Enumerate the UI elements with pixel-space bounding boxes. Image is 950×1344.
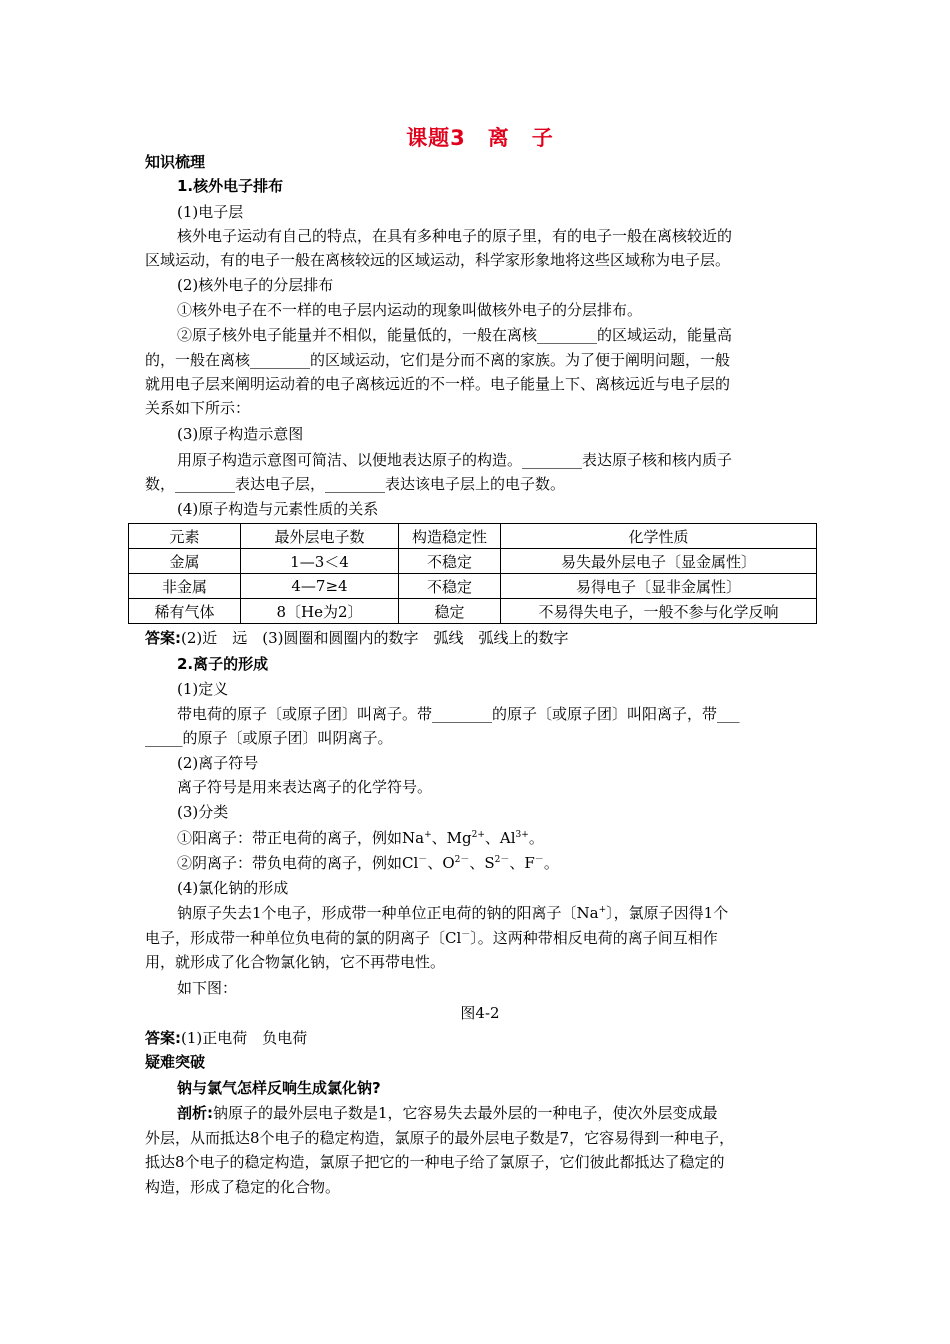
table-header-cell: 构造稳定性 xyxy=(399,524,501,549)
item-heading-structure-diagram: (3)原子构造示意图 xyxy=(177,425,304,443)
paragraph-line: ②原子核外电子能量并不相似，能量低的，一般在离核________的区域运动，能量高 xyxy=(177,326,733,344)
table-cell: 1—3＜4 xyxy=(241,549,399,574)
table-cell: 稀有气体 xyxy=(129,599,241,624)
table-header-cell: 元素 xyxy=(129,524,241,549)
table-cell: 不稳定 xyxy=(399,549,501,574)
table-header-cell: 化学性质 xyxy=(501,524,817,549)
ion-charge: 2－ xyxy=(454,855,470,865)
ion-formula: 、F xyxy=(509,854,535,872)
table-row xyxy=(129,599,817,624)
ion-charge: 2+ xyxy=(471,830,485,840)
ion-formula: Na xyxy=(402,829,425,847)
table-cell: 8〔He为2〕 xyxy=(241,599,399,624)
text-span: 钠原子失去1个电子，形成带一种单位正电荷的钠的阳离子〔Na xyxy=(177,904,599,922)
structure-properties-table xyxy=(128,523,817,624)
paragraph-line: 区域运动，有的电子一般在离核较远的区域运动，科学家形象地将这些区域称为电子层。 xyxy=(145,251,731,269)
ion-charge: － xyxy=(418,855,428,865)
item-heading-ion-symbol: (2)离子符号 xyxy=(177,754,259,772)
paragraph-line: 用原子构造示意图可简洁、以便地表达原子的构造。________表达原子核和核内质子 xyxy=(177,451,733,469)
cation-line xyxy=(177,826,544,850)
table-row xyxy=(129,549,817,574)
ion-formula: 、O xyxy=(427,854,455,872)
ion-formula: Cl xyxy=(402,854,419,872)
table-cell: 易得电子〔显非金属性〕 xyxy=(501,574,817,599)
analysis-text: 钠原子的最外层电子数是1，它容易失去最外层的一种电子，使次外层变成最 xyxy=(213,1104,718,1122)
anion-text: ②阴离子：带负电荷的离子，例如 xyxy=(177,854,403,872)
punctuation: 。 xyxy=(528,829,544,847)
item-heading-nacl-formation: (4)氯化钠的形成 xyxy=(177,879,289,897)
paragraph-line: 构造，形成了稳定的化合物。 xyxy=(145,1178,341,1196)
cation-text: ①阳离子：带正电荷的离子，例如 xyxy=(177,829,403,847)
ion-charge: 2－ xyxy=(494,855,510,865)
table-header-row xyxy=(129,524,817,549)
item-heading-classification: (3)分类 xyxy=(177,803,229,821)
table-cell: 金属 xyxy=(129,549,241,574)
answer-line xyxy=(145,1026,307,1050)
paragraph-line: 离子符号是用来表达离子的化学符号。 xyxy=(177,778,433,796)
item-heading-electron-layer: (1)电子层 xyxy=(177,203,244,221)
answer-label: 答案: xyxy=(145,629,181,647)
section-heading-knowledge: 知识梳理 xyxy=(145,153,206,171)
anion-line xyxy=(177,851,559,875)
punctuation: 。 xyxy=(543,854,559,872)
answer-label: 答案: xyxy=(145,1029,181,1047)
table-cell: 4—7≥4 xyxy=(241,574,399,599)
table-row xyxy=(129,574,817,599)
paragraph-line: 关系如下所示： xyxy=(145,399,251,417)
subsection-heading-electron-arrangement: 1.核外电子排布 xyxy=(177,177,284,195)
paragraph-line: 如下图： xyxy=(177,979,238,997)
paragraph-line: 的，一般在离核________的区域运动，它们是分而不离的家族。为了便于阐明问题，一般 xyxy=(145,351,731,369)
paragraph-line: 核外电子运动有自己的特点，在具有多种电子的原子里，有的电子一般在离核较近的 xyxy=(177,227,733,245)
page-title: 课题3 离 子 xyxy=(406,126,554,150)
table-cell: 稳定 xyxy=(399,599,501,624)
answer-text: (1)正电荷 负电荷 xyxy=(181,1029,308,1047)
paragraph-line: 带电荷的原子〔或原子团〕叫离子。带________的原子〔或原子团〕叫阳离子，带___ xyxy=(177,705,740,723)
analysis-label: 剖析: xyxy=(177,1104,213,1122)
paragraph-line: 抵达8个电子的稳定构造，氯原子把它的一种电子给了氯原子，它们彼此都抵达了稳定的 xyxy=(145,1153,725,1171)
ion-charge: － xyxy=(461,930,471,940)
table-cell: 易失最外层电子〔显金属性〕 xyxy=(501,549,817,574)
table-cell: 非金属 xyxy=(129,574,241,599)
subsection-heading-ion-formation: 2.离子的形成 xyxy=(177,655,269,673)
analysis-line xyxy=(177,1101,718,1125)
text-span: 〕，氯原子因得1个 xyxy=(606,904,729,922)
item-heading-structure-properties: (4)原子构造与元素性质的关系 xyxy=(177,500,379,518)
ion-formula: 、S xyxy=(469,854,495,872)
paragraph-line: 就用电子层来阐明运动着的电子离核远近的不一样。电子能量上下、离核远近与电子层的 xyxy=(145,375,731,393)
ion-charge: + xyxy=(598,905,607,915)
table-cell: 不稳定 xyxy=(399,574,501,599)
text-span: 〕。这两种带相反电荷的离子间互相作 xyxy=(470,929,718,947)
paragraph-line: _____的原子〔或原子团〕叫阴离子。 xyxy=(145,729,393,747)
text-span: 电子，形成带一种单位负电荷的氯的阴离子〔Cl xyxy=(145,929,462,947)
answer-text: (2)近 远 (3)圆圈和圆圈内的数字 弧线 弧线上的数字 xyxy=(181,629,569,647)
item-heading-layered-arrangement: (2)核外电子的分层排布 xyxy=(177,276,334,294)
ion-charge: － xyxy=(534,855,544,865)
paragraph-line xyxy=(145,926,718,950)
figure-caption: 图4-2 xyxy=(460,1004,500,1022)
paragraph-line: 外层，从而抵达8个电子的稳定构造，氯原子的最外层电子数是7，它容易得到一种电子， xyxy=(145,1129,735,1147)
ion-charge: 3+ xyxy=(515,830,529,840)
paragraph-line: 用，就形成了化合物氯化钠，它不再带电性。 xyxy=(145,953,446,971)
table-header-cell: 最外层电子数 xyxy=(241,524,399,549)
ion-formula: 、Mg xyxy=(431,829,472,847)
ion-charge: + xyxy=(424,830,432,840)
item-heading-definition: (1)定义 xyxy=(177,680,229,698)
answer-line xyxy=(145,626,569,650)
ion-formula: 、Al xyxy=(484,829,516,847)
section-heading-difficulty: 疑难突破 xyxy=(145,1053,206,1071)
paragraph-line: 数，________表达电子层，________表达该电子层上的电子数。 xyxy=(145,475,566,493)
table-cell: 不易得失电子，一般不参与化学反响 xyxy=(501,599,817,624)
paragraph-line: ①核外电子在不一样的电子层内运动的现象叫做核外电子的分层排布。 xyxy=(177,301,643,319)
question-line: 钠与氯气怎样反响生成氯化钠? xyxy=(177,1079,381,1097)
paragraph-line xyxy=(177,901,728,925)
